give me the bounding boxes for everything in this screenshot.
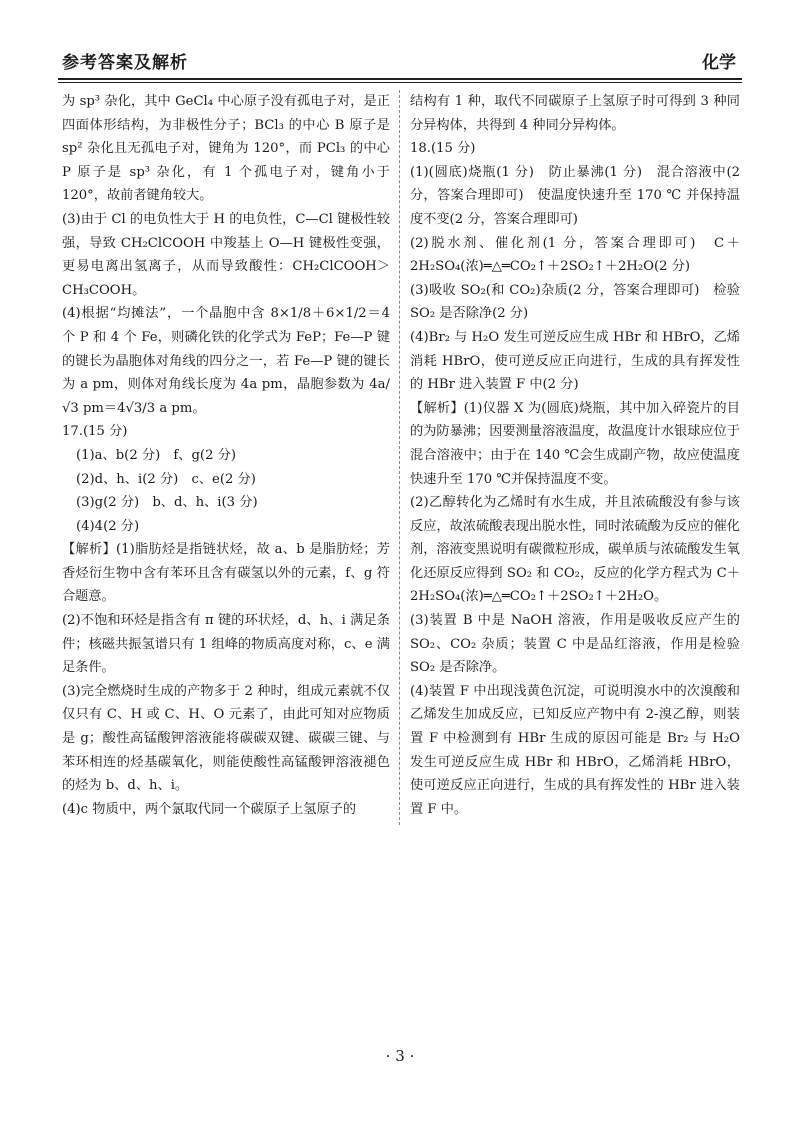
header-subject: 化学: [702, 53, 736, 73]
answer-line: (4)Br₂ 与 H₂O 发生可逆反应生成 HBr 和 HBrO，乙烯消耗 HBrO，使可逆反应正向进行，生成的具有挥发性的 HBr 进入装置 F 中(2 分): [410, 329, 740, 393]
paragraph: (3)装置 B 中是 NaOH 溶液，作用是吸收反应产生的 SO₂、CO₂ 杂质；装置 C 中是品红溶液，作用是检验 SO₂ 是否除净。: [410, 613, 740, 676]
answer-line: (1)(圆底)烧瓶(1 分) 防止暴沸(1 分) 混合溶液中(2 分，答案合理即可) 使温度快速升至 170 ℃ 并保持温度不变(2 分，答案合理即可): [410, 164, 740, 227]
paragraph: (2)乙醇转化为乙烯时有水生成，并且浓硫酸没有参与该反应，故浓硫酸表现出脱水性，同时浓硫酸为反应的催化剂，溶液变黑说明有碳微粒形成，碳单质与浓硫酸发生氧化还原反应得到 SO₂ 和 CO₂，反应的化学方程式为 C＋2H₂SO₄(浓)═△═CO₂↑＋2SO₂↑＋2H₂O。: [410, 495, 740, 605]
column-divider: [399, 90, 400, 825]
header-rule: [58, 78, 742, 80]
answer-line: (3)g(2 分) b、d、h、i(3 分): [76, 495, 258, 511]
page-number: · 3 ·: [385, 1047, 415, 1065]
paragraph: (2)不饱和环烃是指含有 π 键的环状烃，d、h、i 满足条件；核磁共振氢谱只有 1 组峰的物质高度对称，c、e 满足条件。: [62, 613, 390, 676]
answer-line: (3)吸收 SO₂(和 CO₂)杂质(2 分，答案合理即可) 检验 SO₂ 是否除净(2 分): [410, 282, 740, 322]
paragraph: 为 sp³ 杂化，其中 GeCl₄ 中心原子没有孤电子对，是正四面体形结构，为非极性分子；BCl₃ 的中心 B 原子是 sp² 杂化且无孤电子对，键角为 120°，而 PCl₃ 的中心 P 原子是 sp³ 杂化，有 1 个孤电子对，键角小于 120°，故前者键角较大。: [62, 94, 390, 204]
analysis-paragraph: 【解析】(1)脂肪烃是指链状烃，故 a、b 是脂肪烃；芳香烃衍生物中含有苯环且含有碳氢以外的元素，f、g 符合题意。: [62, 542, 390, 605]
paragraph: (4)根据“均摊法”，一个晶胞中含 8×1/8＋6×1/2＝4 个 P 和 4 个 Fe，则磷化铁的化学式为 FeP；Fe—P 键的键长为晶胞体对角线的四分之一，若 Fe—P 键的键长为 a pm，则体对角线长度为 4a pm，晶胞参数为 4a/√3 pm＝4√3/3 a pm。: [62, 306, 390, 416]
paragraph: (4)c 物质中，两个氯取代同一个碳原子上氢原子的: [62, 801, 357, 817]
header-title: 参考答案及解析: [62, 53, 188, 73]
answer-line: (2)脱水剂、催化剂(1 分，答案合理即可) C＋2H₂SO₄(浓)═△═CO₂↑＋2SO₂↑＋2H₂O(2 分): [410, 235, 740, 275]
analysis-paragraph: 【解析】(1)仪器 X 为(圆底)烧瓶，其中加入碎瓷片的目的为防暴沸；因要测量溶液温度，故温度计水银球应位于混合溶液中；由于在 140 ℃会生成副产物，故应使温度快速升至 170 ℃并保持温度不变。: [410, 400, 740, 487]
right-column: [410, 90, 740, 821]
left-column: [62, 90, 390, 821]
paragraph: (4)装置 F 中出现浅黄色沉淀，可说明溴水中的次溴酸和乙烯发生加成反应，已知反应产物中有 2-溴乙醇，则装置 F 中检测到有 HBr 生成的原因可能是 Br₂ 与 H₂O 发生可逆反应生成 HBr 和 HBrO，乙烯消耗 HBrO，使可逆反应正向进行，生成的具有挥发性的 HBr 进入装置 F 中。: [410, 683, 740, 817]
answer-line: (2)d、h、i(2 分) c、e(2 分): [76, 471, 256, 487]
question-heading: 17.(15 分): [62, 424, 128, 440]
question-heading: 18.(15 分): [410, 141, 476, 157]
answer-line: (4)4(2 分): [76, 518, 140, 534]
paragraph: (3)完全燃烧时生成的产物多于 2 种时，组成元素就不仅仅只有 C、H 或 C、H、O 元素了，由此可知对应物质是 g；酸性高锰酸钾溶液能将碳碳双键、碳碳三键、与苯环相连的烃基碳氧化，则能使酸性高锰酸钾溶液褪色的烃为 b、d、h、i。: [62, 683, 390, 794]
answer-line: (1)a、b(2 分) f、g(2 分): [76, 447, 236, 463]
paragraph: (3)由于 Cl 的电负性大于 H 的电负性，C—Cl 键极性较强，导致 CH₂ClCOOH 中羧基上 O—H 键极性变强，更易电离出氢离子，从而导致酸性：CH₂ClCOOH＞CH₃COOH。: [62, 211, 390, 298]
paragraph: 结构有 1 种，取代不同碳原子上氢原子时可得到 3 种同分异构体，共得到 4 种同分异构体。: [410, 94, 740, 133]
header-rule-thin: [58, 82, 742, 83]
